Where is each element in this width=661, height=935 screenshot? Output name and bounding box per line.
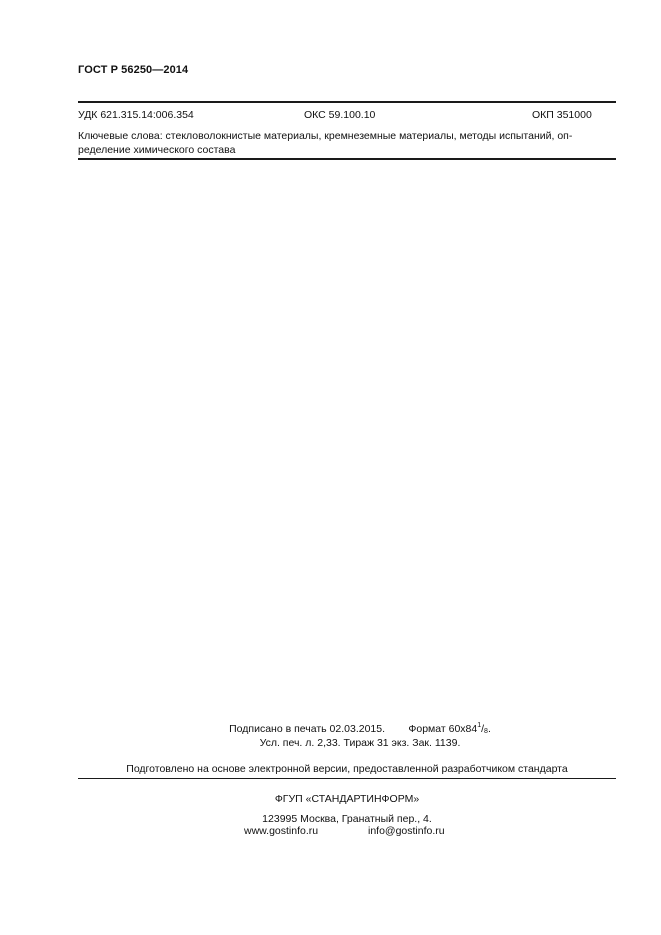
publisher-name: ФГУП «СТАНДАРТИНФОРМ» — [274, 793, 420, 805]
signed-for-print: Подписано в печать 02.03.2015. — [229, 723, 386, 735]
keywords-rule — [78, 158, 616, 160]
okp-code: ОКП 351000 — [532, 109, 592, 121]
imprint-line-1 — [160, 722, 560, 735]
keywords-line-1: Ключевые слова: стекловолокнистые материалы, кремнеземные материалы, методы испытаний, оп- — [78, 130, 573, 142]
standard-title: ГОСТ Р 56250—2014 — [78, 64, 189, 76]
bottom-rule — [78, 778, 616, 779]
prepared-note: Подготовлено на основе электронной версии, предоставленной разработчиком стандарта — [126, 763, 568, 775]
imprint-line-2: Усл. печ. л. 2,33. Тираж 31 экз. Зак. 1139. — [259, 737, 461, 749]
keywords-line-2: ределение химического состава — [78, 144, 236, 156]
top-rule — [78, 101, 616, 103]
publisher-website: www.gostinfo.ru — [244, 825, 319, 837]
publisher-address: 123995 Москва, Гранатный пер., 4. — [262, 813, 432, 825]
publisher-email: info@gostinfo.ru — [368, 825, 445, 837]
keywords — [78, 129, 608, 157]
oks-code: ОКС 59.100.10 — [304, 109, 376, 121]
udk-code: УДК 621.315.14:006.354 — [78, 109, 194, 121]
paper-format: Формат $60х84^1/8$. — [408, 722, 491, 735]
